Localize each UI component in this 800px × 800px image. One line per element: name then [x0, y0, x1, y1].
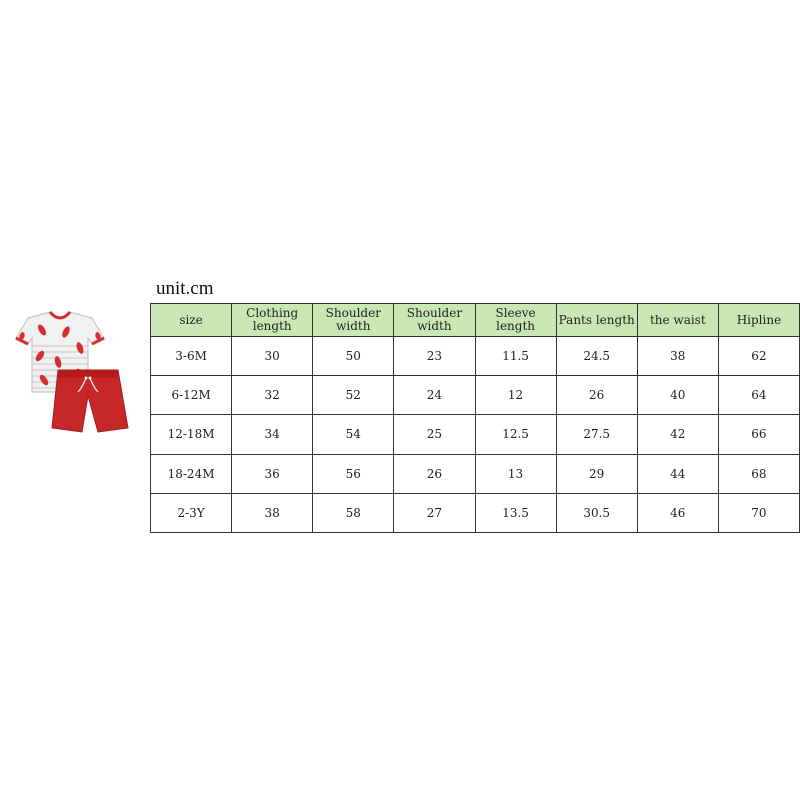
table-cell: 34 [232, 415, 313, 454]
table-cell: 38 [232, 493, 313, 532]
table-cell: 13 [475, 454, 556, 493]
size-chart-table [150, 303, 800, 533]
table-cell: 32 [232, 376, 313, 415]
unit-label: unit.cm [156, 278, 214, 299]
table-cell: 42 [637, 415, 718, 454]
table-cell: 13.5 [475, 493, 556, 532]
table-cell: 24 [394, 376, 475, 415]
table-row [151, 415, 800, 454]
table-cell: 64 [718, 376, 799, 415]
table-cell: 56 [313, 454, 394, 493]
table-cell: 70 [718, 493, 799, 532]
table-cell: 50 [313, 337, 394, 376]
header-shoulder-width-2: Shoulder width [394, 304, 475, 337]
table-cell: 23 [394, 337, 475, 376]
table-cell: 6-12M [151, 376, 232, 415]
table-cell: 3-6M [151, 337, 232, 376]
table-cell: 2-3Y [151, 493, 232, 532]
table-cell: 12.5 [475, 415, 556, 454]
table-cell: 11.5 [475, 337, 556, 376]
product-image [0, 300, 150, 450]
table-cell: 46 [637, 493, 718, 532]
table-header-row [151, 304, 800, 337]
table-cell: 58 [313, 493, 394, 532]
table-cell: 52 [313, 376, 394, 415]
table-cell: 40 [637, 376, 718, 415]
table-cell: 38 [637, 337, 718, 376]
table-cell: 12 [475, 376, 556, 415]
table-cell: 36 [232, 454, 313, 493]
table-cell: 18-24M [151, 454, 232, 493]
table-cell: 66 [718, 415, 799, 454]
table-cell: 26 [394, 454, 475, 493]
table-row [151, 493, 800, 532]
table-row [151, 376, 800, 415]
table-cell: 30.5 [556, 493, 637, 532]
table-cell: 27.5 [556, 415, 637, 454]
header-shoulder-width: Shoulder width [313, 304, 394, 337]
table-row [151, 454, 800, 493]
table-cell: 12-18M [151, 415, 232, 454]
table-cell: 62 [718, 337, 799, 376]
table-cell: 29 [556, 454, 637, 493]
table-cell: 27 [394, 493, 475, 532]
table-row [151, 337, 800, 376]
shorts-image [52, 370, 128, 432]
table-cell: 54 [313, 415, 394, 454]
table-cell: 30 [232, 337, 313, 376]
table-cell: 25 [394, 415, 475, 454]
header-waist: the waist [637, 304, 718, 337]
header-clothing-length: Clothing length [232, 304, 313, 337]
header-pants-length: Pants length [556, 304, 637, 337]
table-cell: 24.5 [556, 337, 637, 376]
header-sleeve-length: Sleeve length [475, 304, 556, 337]
table-cell: 26 [556, 376, 637, 415]
header-size: size [151, 304, 232, 337]
table-cell: 44 [637, 454, 718, 493]
table-cell: 68 [718, 454, 799, 493]
header-hipline: Hipline [718, 304, 799, 337]
